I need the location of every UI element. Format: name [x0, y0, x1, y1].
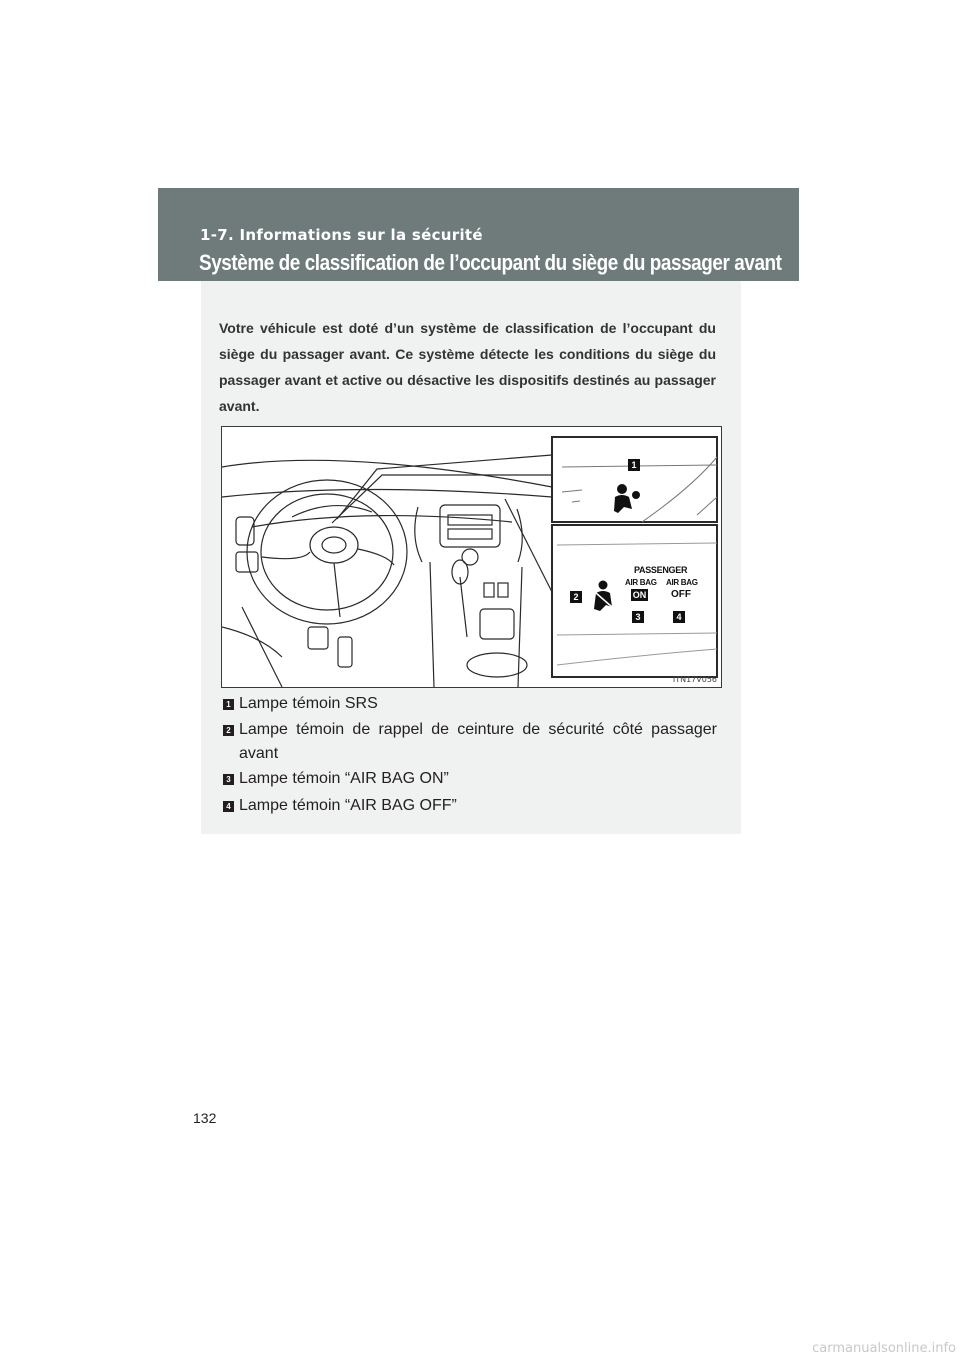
passenger-label: PASSENGER: [634, 565, 688, 575]
dashboard-illustration: [221, 426, 722, 688]
figure-code: ITN17V056: [672, 675, 717, 684]
legend-number-badge: 3: [223, 774, 234, 785]
airbag-off-indicator: OFF: [671, 589, 691, 600]
intro-paragraph: Votre véhicule est doté d’un système de classification de l’occupant du siège du passager avant. Ce système détecte les conditions du siège du passager avant et active ou désactive les dispositifs destinés au passager avant.: [219, 320, 716, 414]
legend-text: Lampe témoin SRS: [239, 695, 378, 712]
legend-text: Lampe témoin “AIR BAG ON”: [239, 770, 449, 787]
callout-3: 3: [632, 611, 644, 623]
airbag-on-indicator: ON: [632, 590, 647, 600]
watermark: carmanualsonline.info: [812, 1341, 956, 1356]
page-number: 132: [193, 1110, 217, 1126]
legend-number-badge: 1: [223, 699, 234, 710]
page-title: Système de classification de l’occupant du siège du passager avant: [199, 250, 782, 275]
airbag-off-label: AIR BAG: [666, 578, 698, 587]
legend-text: Lampe témoin de rappel de ceinture de sécurité côté passager avant: [239, 721, 717, 762]
legend-number-badge: 4: [223, 801, 234, 812]
callout-1: 1: [628, 459, 640, 471]
airbag-on-label: AIR BAG: [625, 578, 657, 587]
dashboard-drawing: [222, 427, 721, 687]
section-label: 1-7. Informations sur la sécurité: [200, 226, 483, 244]
legend-number-badge: 2: [223, 725, 234, 736]
callout-4: 4: [673, 611, 685, 623]
srs-zoom-panel: [552, 437, 717, 522]
callout-2: 2: [570, 591, 582, 603]
legend-text: Lampe témoin “AIR BAG OFF”: [239, 797, 457, 814]
